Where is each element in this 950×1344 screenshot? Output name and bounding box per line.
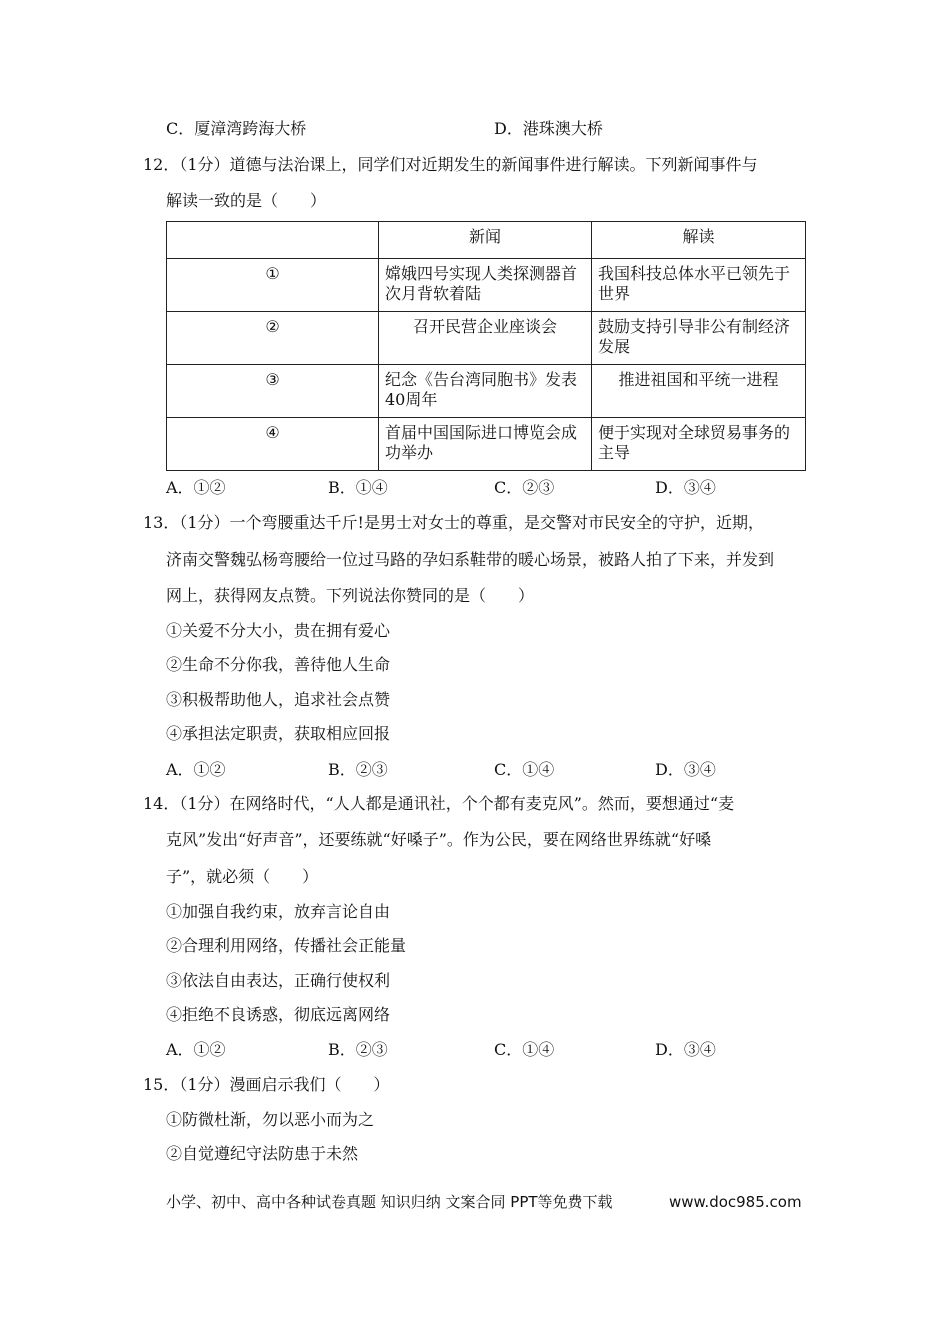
footer-text: 小学、初中、高中各种试卷真题 知识归纳 文案合同 PPT等免费下载: [166, 1193, 613, 1211]
table-row: [167, 418, 806, 471]
q15-stem-line1: 15．（1分）漫画启示我们（ ）: [143, 1075, 390, 1094]
q13-item-3: ③积极帮助他人，追求社会点赞: [166, 690, 391, 709]
q13-option-b: B．②③: [328, 760, 388, 779]
q13-stem-line1: 13．（1分）一个弯腰重达千斤!是男士对女士的尊重，是交警对市民安全的守护，近期，: [143, 513, 764, 532]
q15-item-2: ②自觉遵纪守法防患于未然: [166, 1144, 359, 1163]
q12-option-a: A．①②: [166, 478, 226, 497]
footer-site-link[interactable]: www.doc985.com: [669, 1193, 802, 1211]
q13-option-c: C．①④: [494, 760, 555, 779]
q14-stem-line3: 子”，就必须（ ）: [166, 867, 319, 886]
q11-option-c: C．厦漳湾跨海大桥: [166, 119, 307, 138]
q12-option-d: D．③④: [655, 478, 716, 497]
q13-stem-line3: 网上，获得网友点赞。下列说法你赞同的是（ ）: [166, 586, 535, 605]
table-header-news: 新闻: [379, 222, 592, 259]
q12-stem-line2: 解读一致的是（ ）: [166, 191, 327, 210]
table-row-number: ①: [167, 259, 379, 312]
q14-item-1: ①加强自我约束，放弃言论自由: [166, 902, 391, 921]
q13-stem-line2: 济南交警魏弘杨弯腰给一位过马路的孕妇系鞋带的暖心场景，被路人拍了下来，并发到: [166, 550, 775, 569]
q12-option-b: B．①④: [328, 478, 388, 497]
q12-option-c: C．②③: [494, 478, 555, 497]
table-header-row: [167, 222, 806, 259]
q14-option-d: D．③④: [655, 1040, 716, 1059]
table-row-news: 首届中国国际进口博览会成功举办: [379, 418, 592, 471]
q15-item-1: ①防微杜渐，勿以恶小而为之: [166, 1110, 375, 1129]
table-header-cell-empty: [167, 222, 379, 259]
q14-option-c: C．①④: [494, 1040, 555, 1059]
table-row: [167, 312, 806, 365]
table-row-number: ④: [167, 418, 379, 471]
q14-stem-line1: 14．（1分）在网络时代，“人人都是通讯社，个个都有麦克风”。然而，要想通过“麦: [143, 794, 735, 813]
table-row: [167, 259, 806, 312]
table-row-reading: 推进祖国和平统一进程: [592, 365, 806, 418]
q13-item-1: ①关爱不分大小，贵在拥有爱心: [166, 621, 391, 640]
q13-option-a: A．①②: [166, 760, 226, 779]
q14-option-a: A．①②: [166, 1040, 226, 1059]
table-row-reading: 鼓励支持引导非公有制经济发展: [592, 312, 806, 365]
table-row-number: ③: [167, 365, 379, 418]
q12-stem-line1: 12．（1分）道德与法治课上，同学们对近期发生的新闻事件进行解读。下列新闻事件与: [143, 155, 758, 174]
q14-item-3: ③依法自由表达，正确行使权利: [166, 971, 391, 990]
table-row-news: 召开民营企业座谈会: [379, 312, 592, 365]
table-row-number: ②: [167, 312, 379, 365]
q14-option-b: B．②③: [328, 1040, 388, 1059]
q13-option-d: D．③④: [655, 760, 716, 779]
table-row-reading: 便于实现对全球贸易事务的主导: [592, 418, 806, 471]
table-row-news: 嫦娥四号实现人类探测器首次月背软着陆: [379, 259, 592, 312]
table-row-news: 纪念《告台湾同胞书》发表40周年: [379, 365, 592, 418]
table-header-reading: 解读: [592, 222, 806, 259]
q14-stem-line2: 克风”发出“好声音”，还要练就“好嗓子”。作为公民，要在网络世界练就“好嗓: [166, 830, 712, 849]
q14-item-4: ④拒绝不良诱惑，彻底远离网络: [166, 1005, 391, 1024]
q11-option-d: D．港珠澳大桥: [494, 119, 603, 138]
table-row: [167, 365, 806, 418]
q12-news-table: [166, 221, 806, 471]
q13-item-4: ④承担法定职责，获取相应回报: [166, 724, 391, 743]
q14-item-2: ②合理利用网络，传播社会正能量: [166, 936, 407, 955]
q13-item-2: ②生命不分你我，善待他人生命: [166, 655, 391, 674]
table-row-reading: 我国科技总体水平已领先于世界: [592, 259, 806, 312]
